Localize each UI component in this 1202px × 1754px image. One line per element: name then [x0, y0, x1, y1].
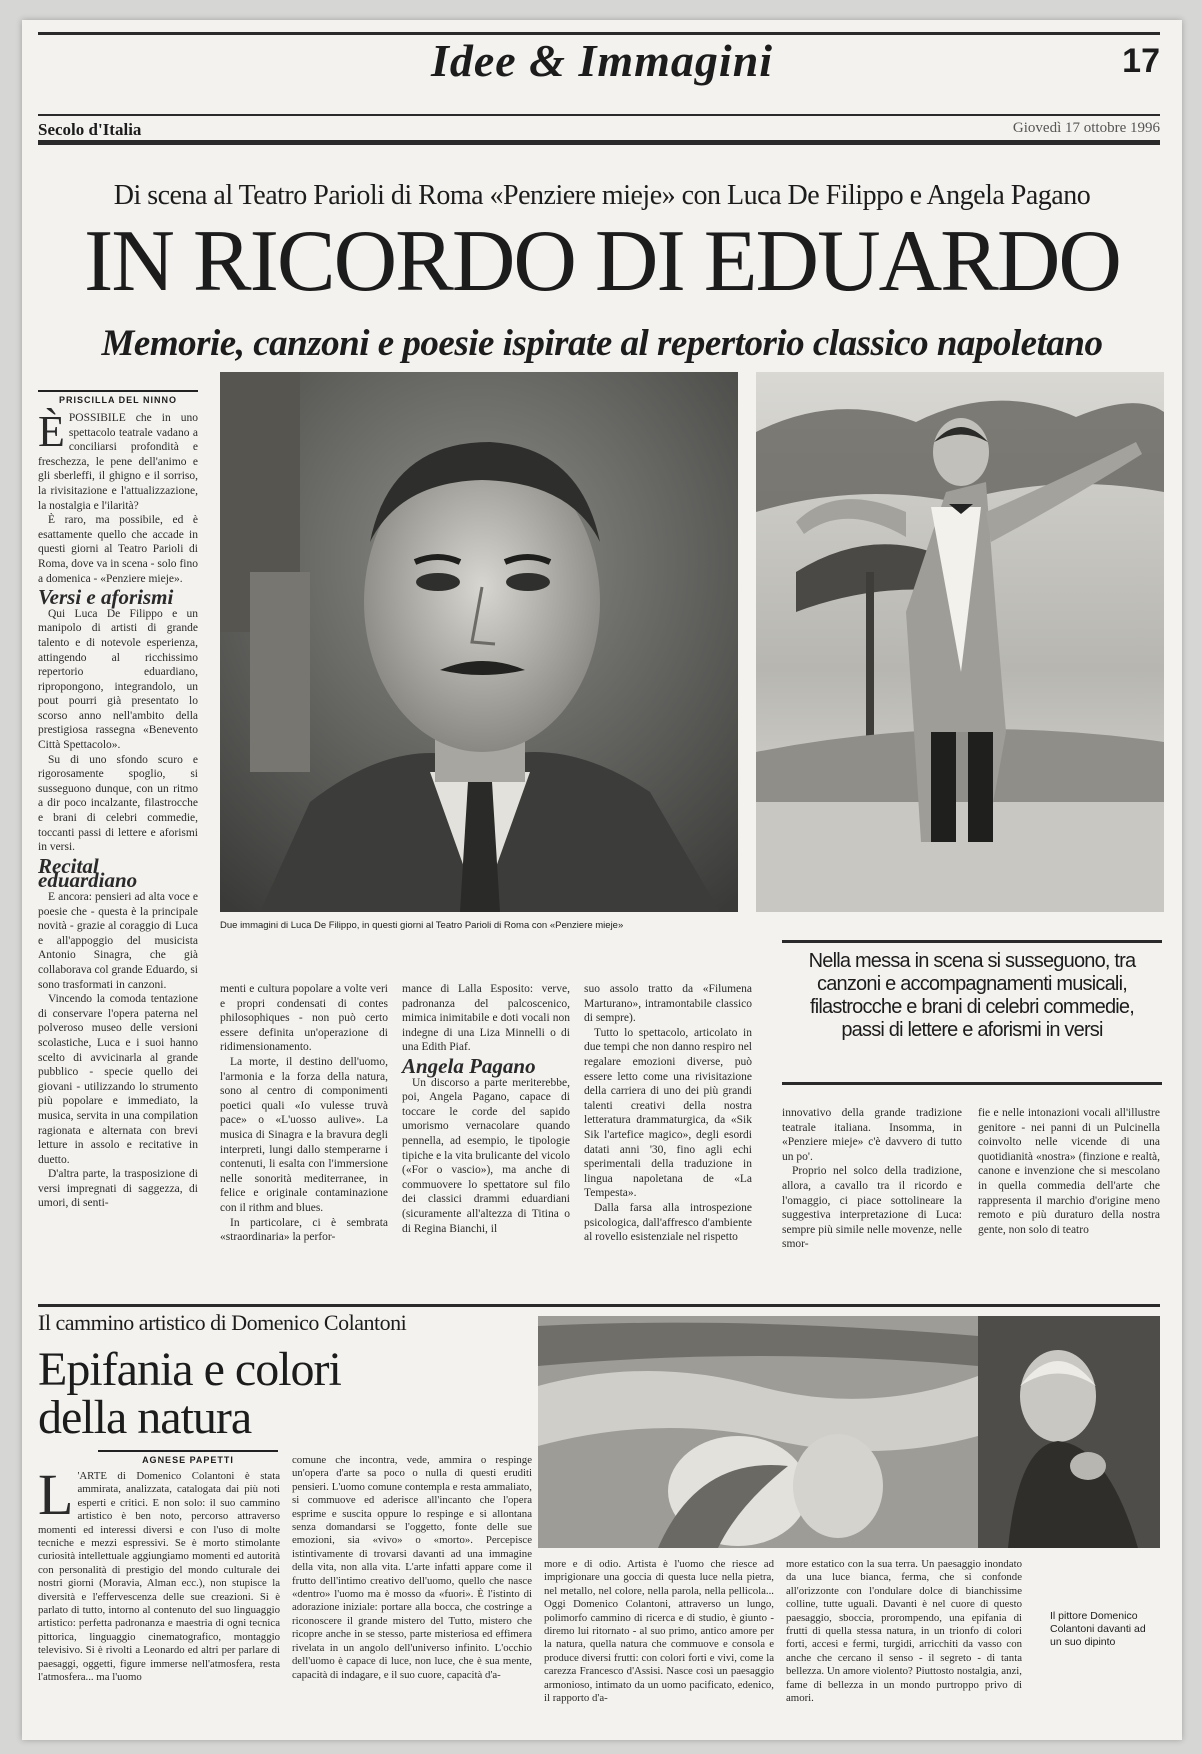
paragraph: È raro, ma possibile, ed è esattamente quello che accade in questi giorni al Teatro Parioli di Roma, dove va in scena - solo fino a domenica - «Penziere mieje».	[38, 514, 198, 585]
second-byline: AGNESE PAPETTI	[98, 1450, 278, 1465]
second-column-4	[786, 1558, 1022, 1705]
masthead-bottom-rule	[38, 140, 1160, 145]
article-kicker: Di scena al Teatro Parioli di Roma «Penziere mieje» con Luca De Filippo e Angela Pagano	[113, 180, 1091, 211]
article-column-4	[584, 982, 752, 1245]
headline-line: Epifania e colori	[38, 1343, 341, 1396]
headline-line: della natura	[38, 1391, 252, 1444]
subhead: Angela Pagano	[402, 1053, 536, 1078]
section-divider	[38, 1304, 1160, 1307]
paragraph: In particolare, ci è sembrata «straordinaria» la perfor-	[220, 1216, 388, 1244]
paragraph: suo assolo tratto da «Filumena Marturano», intramontabile classico di sempre).	[584, 983, 752, 1025]
paragraph: more e di odio. Artista è l'uomo che riesce ad imprigionare una goccia di questa luce nella pietra, nel metallo, nel colore, nella parola, nella pellicola... Oggi Domenico Colantoni, attraverso un lungo, polimorfo cammino di ricerca e di studio, è giunto - diremo lui ritornato - al suo primo, antico amore per la natura, quella natura che commuove e consola e produce diversi frutti: con colori forti e vivi, come la carezza Francesco d'Assisi. Nasce così un paesaggio armonioso, intimato da un uomo pacificato, edenico, il rapporto d'a-	[544, 1558, 774, 1705]
paragraph: fie e nelle intonazioni vocali all'illustre genitore - nei panni di un Pulcinella coinvolto nelle vicende di una quotidianità «nostra» (finzione e realtà, canone e invenzione che si mescolano in quella commedia dell'arte che rappresenta il marchio d'origine meno remoto e più duraturo della nostra gente, non solo di teatro	[978, 1107, 1160, 1236]
paragraph: Qui Luca De Filippo e un manipolo di artisti di grande talento e di notevole esperienza, attingendo al ricchissimo repertorio eduardiano, ripropongono, integrandolo, un pout pourri già presentato lo scorso anno nell'ambito della prestigiosa rassegna «Benevento Città Spettacolo».	[38, 607, 198, 752]
paragraph: Un discorso a parte meriterebbe, poi, Angela Pagano, capace di toccare le corde del sapido umorismo vernacolare quando pennella, ad esempio, le tipologie tipiche e la vita brulicante del vicolo («For o vascio»), ma anche di commuovere lo spettatore sul filo dei classici drammi eduardiani (sicuramente all'altezza di Titina o di Regina Bianchi, il	[402, 1076, 570, 1235]
article-column-6	[978, 1106, 1160, 1237]
second-column-3	[544, 1558, 774, 1705]
pullquote-bottom-rule	[782, 1082, 1162, 1085]
second-column-2	[292, 1454, 532, 1682]
paragraph: Dalla farsa alla introspezione psicologica, dall'affresco d'ambiente al rovello esistenziale nel rispetto	[584, 1201, 752, 1244]
paragraph: D'altra parte, la trasposizione di versi impregnati di saggezza, di umori, di senti-	[38, 1168, 198, 1210]
paragraph: Vincendo la comoda tentazione di conservare l'opera paterna nel polveroso museo delle versioni scolastiche, Luca e i suoi hanno scelto di avvicinarla al grande pubblico - specie quello dei giovani - utilizzando lo strumento più popolare e immediato, la musica, servita in una compilation ragionata e alternata con brevi letture in assolo e recitative in duetto.	[38, 993, 198, 1166]
paper-name: Secolo d'Italia	[38, 120, 142, 139]
issue-date: Giovedì 17 ottobre 1996	[1012, 120, 1160, 136]
article-column-2	[220, 982, 388, 1245]
masthead-rule	[38, 114, 1160, 116]
newspaper-page	[22, 20, 1182, 1740]
stage-photo	[756, 372, 1164, 912]
article-deck: Memorie, canzoni e poesie ispirate al repertorio classico napoletano	[101, 323, 1103, 364]
paragraph: Proprio nel solco della tradizione, allora, a cavallo tra il ricordo e l'omaggio, ci piace sottolineare la suggestiva interpretazione di Luca: sempre più simile nelle movenze, nelle smor-	[782, 1165, 962, 1251]
second-column-1	[38, 1462, 280, 1685]
paragraph: Tutto lo spettacolo, articolato in due tempi che non danno respiro nel regalare emozioni diverse, può essere letto come una rivisitazione della carriera di uno dei più grandi talenti creativi della nostra letteratura drammaturgica, da «Sik Sik l'artefice magico», degli esordi datati anni '30, fino agli echi sperimentali della traduzione in lingua napoletana de «La Tempesta».	[584, 1026, 752, 1200]
paragraph: Su di uno sfondo scuro e rigorosamente spoglio, si susseguono dunque, con un ritmo a dir poco incalzante, filastrocche e brani di celebri commedie, toccanti passi di lettere e aforismi in versi.	[38, 753, 198, 854]
subhead: Recital eduardiano	[38, 853, 138, 893]
article-column-1	[38, 390, 198, 1211]
paragraph: mance di Lalla Esposito: verve, padronanza del palcoscenico, mimica inimitabile e doti vocali non indegne di una Liza Minnelli o di una Edith Piaf.	[402, 983, 570, 1054]
intro-paragraph: POSSIBILE che in uno spettacolo teatrale vadano a conciliarsi profondità e freschezza, le pene dell'animo e gli sberleffi, il ghigno e il sorriso, la rivisitazione e l'attualizzazione, la nostalgia e l'ilarità?	[38, 412, 198, 512]
paragraph: La morte, il destino dell'uomo, l'armonia e la forza della natura, sono al centro di componimenti poetici quali «Io vulesse truvà pace» o «L'uosso aulive». La musica di Sinagra e la bravura degli interpreti, lungi dallo stemperarne i contenuti, li esalta con l'immersione nelle sonorità mediterranee, in felice e originale contaminazione con il rithm and blues.	[220, 1055, 388, 1214]
page-number: 17	[1122, 42, 1160, 80]
article-headline: IN RICORDO DI EDUARDO	[84, 213, 1120, 310]
paragraph: comune che incontra, vede, ammira o respinge un'opera d'arte sa poco o nulla di questi eruditi pensieri. L'uomo comune contempla e resta ammaliato, si commuove ed aderisce all'incanto che l'opera esprime e suscita oppure lo respinge e si allontana senza domandarsi se l'oggetto, fonte delle sue emozioni, sia «vivo» o «morto». Percepisce istintivamente di trovarsi davanti ad una immagine della vita, non alla vita. L'arte infatti appare come il frutto dell'intimo creativo dell'uomo, quello che nasce «dentro» l'uomo ma è mosso da «fuori». È l'istinto di adorazione iniziale: portare alla bocca, che costringe a riconoscere il grande mistero del Tutto, mistero che ricopre anche in se stesso, parte misteriosa ed effimera rivelata in un angolo dell'universo infinito. L'occhio dell'uomo è capace di luce, non luce, che è sua mente, capacità di indagare, e il suo cuore, capacità d'a-	[292, 1454, 532, 1681]
paragraph: menti e cultura popolare a volte veri e propri condensati di contes philosophiques - non può certo essere definita un'operazione di ridimensionamento.	[220, 983, 388, 1054]
paragraph: more estatico con la sua terra. Un paesaggio inondato da una luce bianca, ferma, che si confonde all'orizzonte con l'ondulare dolce di bianchissime colline, tutte uguali. Davanti è nel cuore di questo paesaggio, sboccia, prorompendo, una epifania di frutti di quella stessa natura, in un trionfo di colori forti, accesi e fermi, turgidi, arricchiti da vasso con anche che cercano il senso - il segreto - di tanta bellezza. Un amore violento? Piuttosto nostalgia, anzi, fame di bellezza in un mondo purtroppo privo di amori.	[786, 1558, 1022, 1705]
article-column-3	[402, 982, 570, 1236]
drop-cap: L	[38, 1462, 74, 1527]
pull-quote: Nella messa in scena si susseguono, tra canzoni e accompagnamenti musicali, filastrocche e brani di celebri commedie, passi di lettere e aforismi in versi	[808, 950, 1136, 1041]
pullquote-top-rule	[782, 940, 1162, 943]
article-column-5	[782, 1106, 962, 1252]
paragraph: innovativo della grande tradizione teatrale italiana. Insomma, in «Penziere mieje» c'è davvero di tutto un po'.	[782, 1107, 962, 1163]
second-article-kicker: Il cammino artistico di Domenico Colantoni	[38, 1310, 407, 1335]
photo-caption: Due immagini di Luca De Filippo, in questi giorni al Teatro Parioli di Roma con «Penziere mieje»	[220, 920, 624, 931]
drop-cap: È	[38, 407, 65, 456]
portrait-photo	[220, 372, 738, 912]
byline: PRISCILLA DEL NINNO	[38, 390, 198, 405]
subhead: Versi e aforismi	[38, 585, 174, 610]
painter-caption: Il pittore Domenico Colantoni davanti ad un suo dipinto	[1050, 1610, 1146, 1648]
paragraph: E ancora: pensieri ad alta voce e poesie che - questa è la principale novità - grazie al coraggio di Luca e all'appoggio del musicista Antonio Sinagra, che già collaborava col grande Eduardo, si sono trasformati in canzoni.	[38, 891, 198, 991]
section-title: Idee & Immagini	[430, 35, 774, 86]
painter-photo	[538, 1316, 1160, 1548]
second-article-headline	[38, 1343, 478, 1444]
paragraph: 'ARTE di Domenico Colantoni è stata ammirata, analizzata, catalogata dai più noti esperti e critici. E non solo: il suo cammino artistico è ben noto, percorso attraverso momenti ed interessi diversi e con l'uso di molte tecniche e mezzi espressivi. Se è morto stimolante curiosità intellettuale aggiungiamo momenti ed autorità con personalità di prestigio del mondo culturale dei nostri giorni (Moravia, Alman ecc.), non stupisce la diversità e l'effervescenza delle sue creazioni. Si è parlato di tutto, intorno al contenuto del suo linguaggio artistico: perfetta padronanza e maestria di ogni tecnica pittorica, linguaggio cinematografico, montaggio televisivo. Si è rivolti a Leonardo ed altri per parlare di paesaggi, oggetti, figure immerse nell'atmosfera, resta l'atmosfera... ma l'uomo	[38, 1470, 280, 1684]
